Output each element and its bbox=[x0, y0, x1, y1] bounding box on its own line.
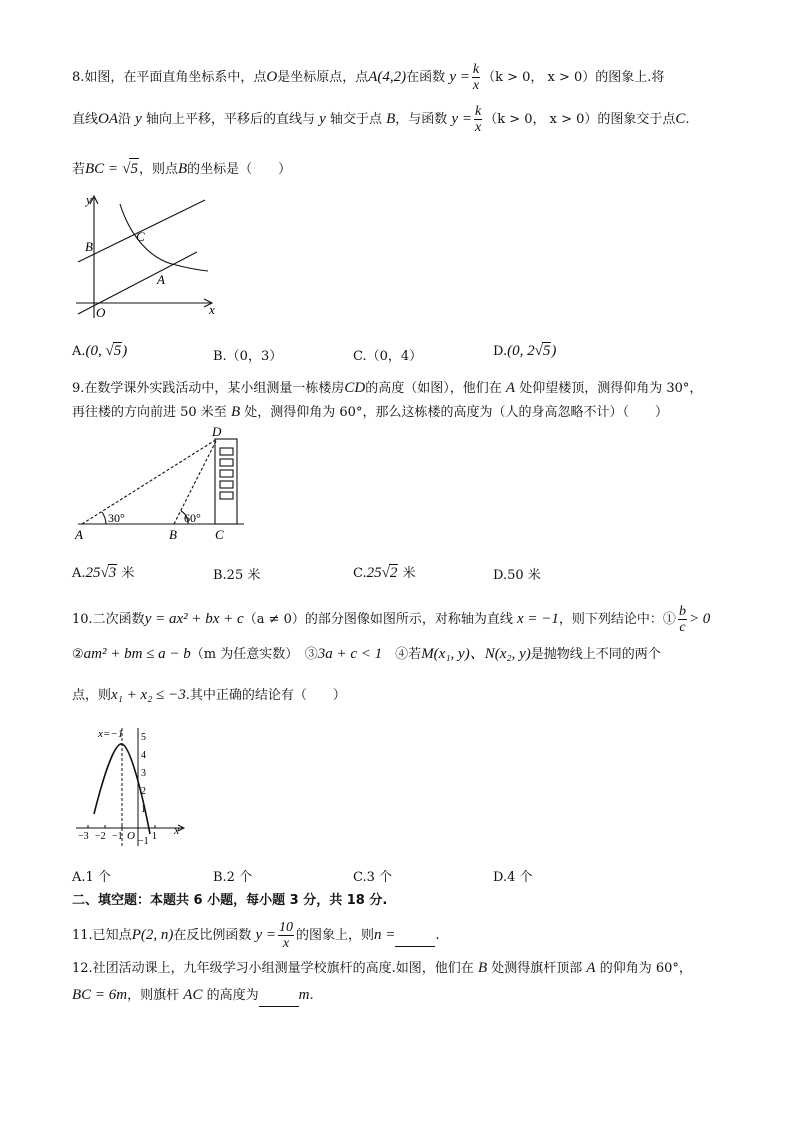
q10-frac-den: c bbox=[679, 620, 686, 635]
q8-line-oa: OA bbox=[98, 111, 119, 127]
q10-xtick-label: −1 bbox=[112, 831, 123, 842]
q12-text: 12.社团活动课上，九年级学习小组测量学校旗杆的高度.如图，他们在 bbox=[72, 961, 474, 976]
q11-answer-blank[interactable] bbox=[395, 926, 435, 947]
q9-fig-c: C bbox=[215, 527, 224, 542]
q9-opt-unit: 米 bbox=[398, 566, 416, 581]
q8-text: ，与函数 bbox=[395, 112, 448, 127]
q8-point-o: O bbox=[266, 69, 278, 85]
q9-opt-num: 25 bbox=[366, 565, 382, 581]
q8-condition: （k > 0， x > 0） bbox=[484, 112, 598, 127]
q8-text: 的图象上.将 bbox=[595, 70, 665, 85]
q8-text: 的坐标是（ ） bbox=[187, 162, 292, 177]
q9-line-2 bbox=[72, 402, 668, 423]
q9-window bbox=[220, 481, 233, 488]
q10-text: 10.二次函数 bbox=[72, 612, 145, 627]
q9-opt-unit: 米 bbox=[117, 566, 135, 581]
q12-line-2 bbox=[72, 985, 314, 1007]
q8-opt-val: (0, 2 bbox=[507, 343, 535, 359]
q11-func: y = bbox=[255, 927, 277, 943]
q11-text: 在反比例函数 bbox=[173, 928, 252, 943]
q9-opt-label: C. bbox=[353, 566, 367, 581]
q8-opt-label: A. bbox=[72, 344, 86, 359]
q9-fig-b: B bbox=[169, 527, 177, 542]
q10-line-3 bbox=[72, 685, 346, 706]
q9-fig-d: D bbox=[212, 424, 222, 439]
q11-point: P(2, n) bbox=[131, 927, 174, 943]
q10-text: ，则下列结论中：① bbox=[558, 612, 676, 627]
q9-arc-30 bbox=[102, 512, 106, 524]
q8-yaxis: y bbox=[319, 111, 326, 127]
q8-text: 直线 bbox=[72, 112, 99, 127]
q8-opt-sqrt: √5 bbox=[105, 343, 122, 359]
q8-yaxis: y bbox=[135, 111, 142, 127]
q9-text: 的高度（如图），他们在 bbox=[365, 381, 502, 396]
q10-axis: x = −1 bbox=[517, 611, 559, 627]
q9-cd: CD bbox=[344, 380, 366, 396]
q9-opt-sqrt: √3 bbox=[100, 565, 117, 581]
q9-opt-sqrt: √2 bbox=[381, 565, 398, 581]
q9-opt-radicand: 3 bbox=[108, 565, 117, 581]
q12-point-a: A bbox=[586, 960, 596, 976]
q10-text: ② bbox=[72, 647, 84, 662]
q12-unit: m bbox=[298, 987, 310, 1003]
q8-option-d[interactable] bbox=[493, 342, 556, 360]
q8-point-c: C bbox=[675, 111, 686, 127]
q8-frac-den: x bbox=[472, 78, 480, 93]
q11-text: 的图象上，则 bbox=[296, 928, 375, 943]
q10-ytick-label: −1 bbox=[138, 836, 149, 847]
q9-option-c[interactable] bbox=[353, 562, 416, 582]
q10-xtick-label: −3 bbox=[78, 831, 89, 842]
q8-text: 8.如图，在平面直角坐标系中，点 bbox=[72, 70, 267, 85]
q11-frac-num: 10 bbox=[279, 920, 294, 935]
q9-figure bbox=[72, 424, 252, 544]
q10-points: M(x₁, y)、N(x₂, y) bbox=[421, 646, 531, 662]
q8-radicand: 5 bbox=[129, 158, 139, 179]
q10-text: （m 为任意实数） ③ bbox=[190, 647, 318, 662]
q8-opt-end: ) bbox=[122, 343, 128, 359]
q10-ineq2: am² + bm ≤ a − b bbox=[83, 646, 191, 662]
q8-line-3 bbox=[72, 158, 291, 180]
q11-n: n = bbox=[374, 927, 396, 943]
q8-bc: BC = bbox=[85, 161, 119, 177]
q10-gt0: > 0 bbox=[688, 611, 711, 627]
q9-point-b: B bbox=[230, 404, 241, 420]
q10-option-b[interactable]: B.2 个 bbox=[213, 870, 253, 885]
q10-ytick-label: 3 bbox=[141, 768, 146, 779]
q8-opt-sqrt: √5 bbox=[534, 343, 551, 359]
q9-opt-num: 25 bbox=[85, 565, 101, 581]
q10-text: 点，则 bbox=[72, 688, 112, 703]
q8-fig-c: C bbox=[136, 229, 145, 244]
q10-ytick-label: 5 bbox=[141, 732, 146, 743]
q10-x-ticks bbox=[78, 831, 123, 842]
q8-opt-label: D. bbox=[493, 344, 508, 359]
q10-ineq4: x₁ + x₂ ≤ −3 bbox=[111, 687, 186, 703]
q8-text: 若 bbox=[72, 162, 86, 177]
q8-line-2 bbox=[72, 104, 690, 135]
q8-text: 在函数 bbox=[406, 70, 446, 85]
q8-text: . bbox=[685, 112, 690, 127]
q12-bc: BC = 6m bbox=[72, 987, 128, 1003]
q10-fig-x: x bbox=[174, 823, 180, 837]
q10-ytick-label: 1 bbox=[141, 804, 146, 815]
q10-option-d[interactable]: D.4 个 bbox=[493, 870, 533, 885]
q8-text: 轴交于点 bbox=[329, 112, 382, 127]
q10-text: ④若 bbox=[382, 647, 422, 662]
q10-fig-o: O bbox=[127, 830, 135, 842]
q12-line-1 bbox=[72, 958, 692, 979]
q10-fig-xtick1: 1 bbox=[152, 831, 157, 842]
q10-equation: y = ax² + bx + c bbox=[144, 611, 244, 627]
q8-figure bbox=[72, 190, 232, 326]
q8-point-a: A(4,2) bbox=[368, 69, 407, 85]
q10-ytick-label: 4 bbox=[141, 750, 146, 761]
q8-opt-val: (0, bbox=[85, 343, 106, 359]
q11-fraction bbox=[278, 920, 294, 951]
q8-opt-radicand: 5 bbox=[113, 343, 122, 359]
q8-fig-x: x bbox=[209, 302, 215, 317]
q8-line-1 bbox=[72, 62, 664, 93]
q8-text: 是坐标原点，点 bbox=[277, 70, 369, 85]
q8-option-a[interactable] bbox=[72, 342, 127, 360]
q8-text: 的图象交于点 bbox=[597, 112, 676, 127]
q9-option-d[interactable]: D.50 米 bbox=[493, 568, 541, 583]
q10-option-c[interactable]: C.3 个 bbox=[353, 870, 393, 885]
q10-line-1 bbox=[72, 604, 710, 635]
q8-text: 轴向上平移，平移后的直线与 bbox=[145, 112, 315, 127]
q8-func: y = bbox=[451, 111, 472, 127]
q9-fig-angle60: 60° bbox=[184, 511, 201, 525]
q8-text: 沿 bbox=[118, 112, 132, 127]
q11-frac-den: x bbox=[282, 936, 290, 951]
q12-point-b: B bbox=[477, 960, 488, 976]
q10-ineq3: 3a + c < 1 bbox=[317, 646, 383, 662]
q10-fig-axis-label: x=−1 bbox=[98, 728, 124, 740]
q9-opt-radicand: 2 bbox=[389, 565, 398, 581]
q8-func: y = bbox=[449, 69, 470, 85]
q10-text: 是抛物线上不同的两个 bbox=[530, 647, 661, 662]
q12-text: 的高度为 bbox=[206, 988, 259, 1003]
q10-xtick-label: −2 bbox=[95, 831, 106, 842]
q10-ytick-label: 2 bbox=[141, 786, 146, 797]
q9-text: 处，测得仰角为 60°，那么这栋楼的高度为（人的身高忽略不计）（ ） bbox=[244, 405, 668, 420]
q10-text: .其中正确的结论有（ ） bbox=[185, 688, 346, 703]
q8-point-b: B bbox=[177, 161, 188, 177]
q8-opt-end: ) bbox=[551, 343, 557, 359]
q10-text: （a ≠ 0）的部分图像如图所示，对称轴为直线 bbox=[243, 612, 513, 627]
q8-fig-y: y bbox=[86, 192, 92, 207]
q9-option-a[interactable] bbox=[72, 562, 134, 582]
q11-text: . bbox=[435, 928, 440, 943]
q9-window bbox=[220, 470, 233, 477]
section-title-fill-in: 二、填空题：本题共 6 小题，每小题 3 分，共 18 分. bbox=[72, 893, 388, 908]
q11-line bbox=[72, 920, 440, 951]
q8-option-b[interactable]: B.（0，3） bbox=[213, 349, 283, 364]
q8-sqrt: √5 bbox=[122, 161, 139, 177]
q8-fig-b: B bbox=[85, 239, 93, 254]
q9-fig-angle30: 30° bbox=[108, 511, 125, 525]
q8-text: ，则点 bbox=[138, 162, 178, 177]
q10-line-2 bbox=[72, 644, 661, 665]
q9-window bbox=[220, 448, 233, 455]
q9-window bbox=[220, 492, 233, 499]
q11-text: 11.已知点 bbox=[72, 928, 132, 943]
q9-text: 9.在数学课外实践活动中，某小组测量一栋楼房 bbox=[72, 381, 345, 396]
q12-text: ，则旗杆 bbox=[127, 988, 180, 1003]
q9-fig-a: A bbox=[75, 527, 83, 542]
q9-window bbox=[220, 459, 233, 466]
q10-figure bbox=[72, 722, 192, 852]
q8-opt-radicand: 5 bbox=[542, 343, 551, 359]
q8-point-b: B bbox=[386, 111, 396, 127]
q12-text: . bbox=[309, 988, 314, 1003]
q10-frac-num: b bbox=[678, 604, 686, 619]
q9-opt-label: A. bbox=[72, 566, 86, 581]
q8-frac-num: k bbox=[472, 62, 480, 77]
q8-fig-a: A bbox=[157, 272, 165, 287]
q8-frac-den: x bbox=[474, 120, 482, 135]
q8-frac-num: k bbox=[474, 104, 482, 119]
q8-option-c[interactable]: C.（0，4） bbox=[353, 349, 423, 364]
q9-text: 再往楼的方向前进 50 米至 bbox=[72, 405, 227, 420]
q9-line-1 bbox=[72, 378, 702, 399]
q12-text: 处测得旗杆顶部 bbox=[491, 961, 583, 976]
q9-option-b[interactable]: B.25 米 bbox=[213, 568, 261, 583]
q8-fraction bbox=[474, 104, 482, 135]
q8-condition: （k > 0， x > 0） bbox=[482, 70, 596, 85]
q9-point-a: A bbox=[505, 380, 516, 396]
q8-fraction bbox=[472, 62, 480, 93]
q10-option-a[interactable]: A.1 个 bbox=[72, 870, 111, 885]
q8-fig-o: O bbox=[96, 305, 106, 320]
q9-text: 处仰望楼顶，测得仰角为 30°， bbox=[519, 381, 703, 396]
q8-hyperbola bbox=[120, 204, 208, 271]
q12-answer-blank[interactable] bbox=[259, 986, 299, 1007]
q12-ac: AC bbox=[183, 987, 203, 1003]
q12-text: 的仰角为 60°， bbox=[599, 961, 692, 976]
q10-fraction bbox=[678, 604, 687, 635]
